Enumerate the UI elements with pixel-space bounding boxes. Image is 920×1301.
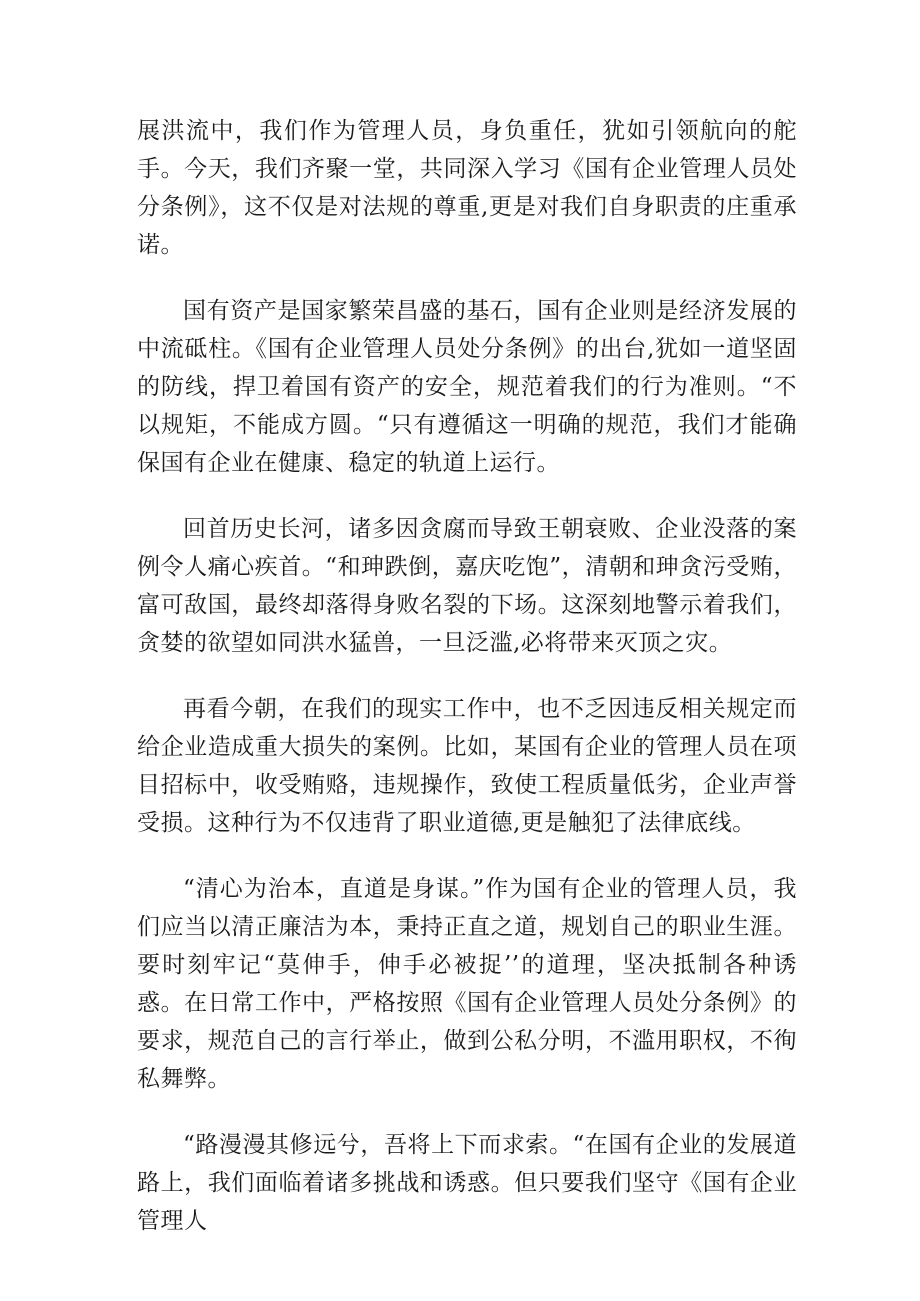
paragraph-state-assets: 国有资产是国家繁荣昌盛的基石，国有企业则是经济发展的中流砥柱。《国有企业管理人员处分条例》的出台,犹如一道坚固的防线，捍卫着国有资产的安全，规范着我们的行为准则。“不以规矩，不能成方圆。“只有遵循这一明确的规范，我们才能确保国有企业在健康、稳定的轨道上运行。 bbox=[137, 298, 797, 476]
paragraph-integrity: “清心为治本，直道是身谋。”作为国有企业的管理人员，我们应当以清正廉洁为本，秉持正直之道，规划自己的职业生涯。要时刻牢记“莫伸手，伸手必被捉’’的道理，坚决抵制各种诱惑。在日常工作中，严格按照《国有企业管理人员处分条例》的要求，规范自己的言行举止，做到公私分明，不滥用职权，不徇私舞弊。 bbox=[137, 876, 797, 1092]
paragraph-pursuit: “路漫漫其修远兮，吾将上下而求索。“在国有企业的发展道路上，我们面临着诸多挑战和诱惑。但只要我们坚守《国有企业管理人 bbox=[137, 1132, 797, 1234]
document-body bbox=[137, 112, 797, 1268]
paragraph-present-cases: 再看今朝，在我们的现实工作中，也不乏因违反相关规定而给企业造成重大损失的案例。比如，某国有企业的管理人员在项目招标中，收受贿赂，违规操作，致使工程质量低劣，企业声誉受损。这种行为不仅违背了职业道德,更是触犯了法律底线。 bbox=[137, 696, 797, 836]
paragraph-continuation: 展洪流中，我们作为管理人员，身负重任，犹如引领航向的舵手。今天，我们齐聚一堂，共同深入学习《国有企业管理人员处分条例》，这不仅是对法规的尊重,更是对我们自身职责的庄重承诺。 bbox=[137, 118, 797, 258]
paragraph-history: 回首历史长河，诸多因贪腐而导致王朝衰败、企业没落的案例令人痛心疾首。“和珅跌倒，嘉庆吃饱”，清朝和珅贪污受贿，富可敌国，最终却落得身败名裂的下场。这深刻地警示着我们，贪婪的欲望如同洪水猛兽，一旦泛滥,必将带来灭顶之灾。 bbox=[137, 516, 797, 656]
